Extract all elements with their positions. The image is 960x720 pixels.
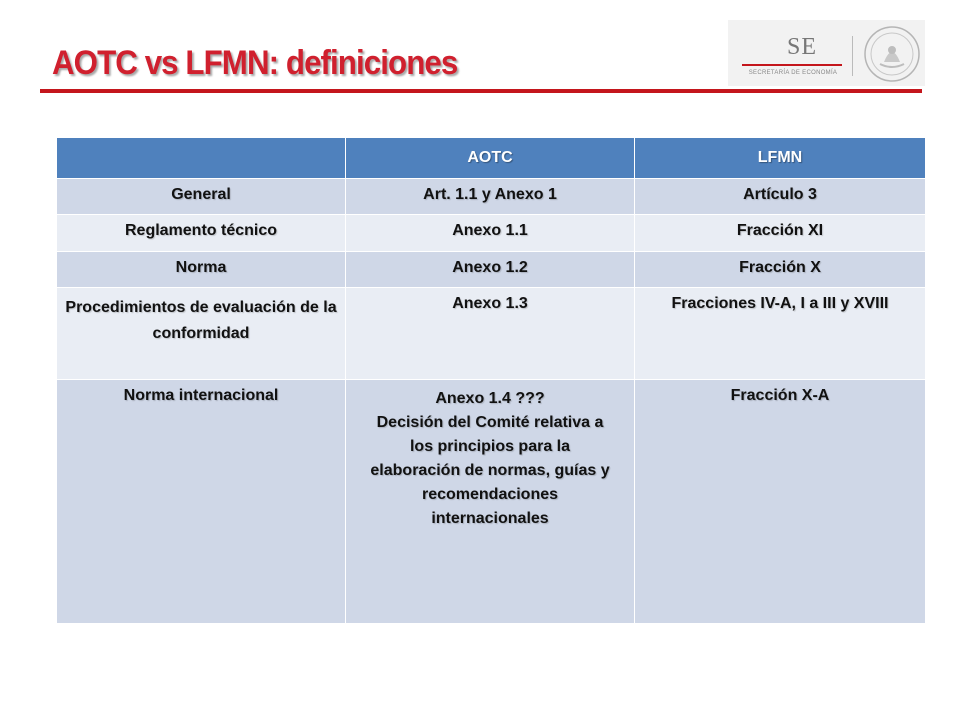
definitions-table (56, 137, 926, 624)
table-row (57, 380, 926, 624)
secretaria-economia-logo (728, 20, 925, 86)
logo-red-line (742, 64, 842, 66)
aotc-cell: Anexo 1.3 (346, 288, 635, 380)
concept-cell: General (57, 179, 346, 215)
concept-cell: Norma internacional (57, 380, 346, 624)
table-header-row (57, 138, 926, 179)
header-empty (57, 138, 346, 179)
table-row (57, 252, 926, 288)
title-underline (40, 89, 922, 93)
aotc-cell: Art. 1.1 y Anexo 1 (346, 179, 635, 215)
aotc-cell (346, 380, 635, 624)
lfmn-cell: Fracción X-A (635, 380, 926, 624)
slide-title: AOTC vs LFMN: definiciones (52, 44, 458, 82)
mexico-seal-icon (862, 24, 922, 84)
table-row (57, 179, 926, 215)
logo-acronym: SE (786, 34, 817, 60)
concept-cell: Norma (57, 252, 346, 288)
logo-separator (852, 36, 853, 76)
aotc-cell: Anexo 1.2 (346, 252, 635, 288)
concept-cell: Reglamento técnico (57, 215, 346, 252)
lfmn-cell: Fracción XI (635, 215, 926, 252)
table-row (57, 288, 926, 380)
header-aotc: AOTC (346, 138, 635, 179)
concept-cell (57, 288, 346, 380)
lfmn-cell: Fracción X (635, 252, 926, 288)
concept-text: Procedimientos de evaluación de la conformidad (65, 299, 337, 342)
lfmn-cell: Artículo 3 (635, 179, 926, 215)
table-row (57, 215, 926, 252)
aotc-cell: Anexo 1.1 (346, 215, 635, 252)
aotc-text: Anexo 1.4 ??? Decisión del Comité relativa a los principios para la elaboración de normas, guías y recomendaciones internacionales (370, 390, 610, 527)
lfmn-cell: Fracciones IV-A, I a III y XVIII (635, 288, 926, 380)
logo-subtitle: SECRETARÍA DE ECONOMÍA (748, 70, 838, 76)
header-lfmn: LFMN (635, 138, 926, 179)
